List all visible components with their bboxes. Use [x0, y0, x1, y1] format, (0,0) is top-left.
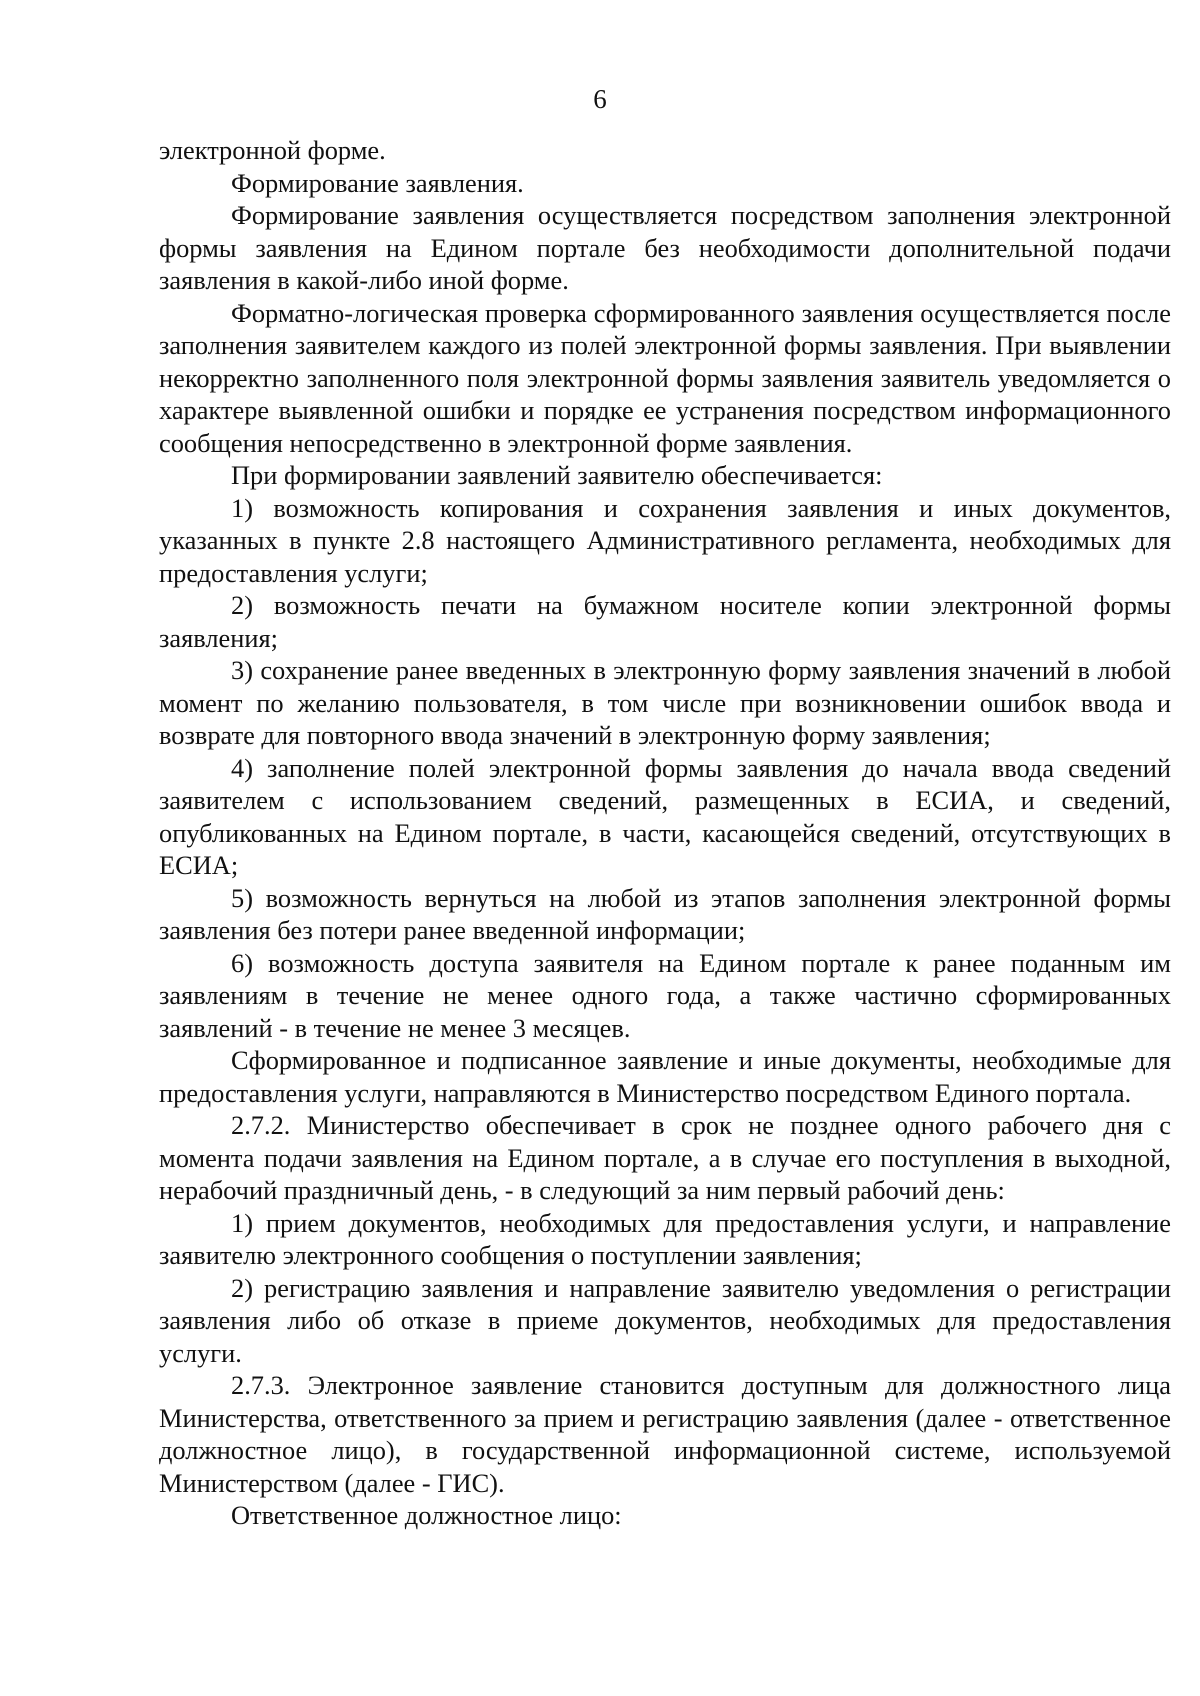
list-item: 2) регистрацию заявления и направление заявителю уведомления о регистрации заявления либо об отказе в приеме документов, необходимых для предоставления услуги.: [159, 1272, 1171, 1368]
paragraph: 2.7.3. Электронное заявление становится доступным для должностного лица Министерства, ответственного за прием и регистрацию заявления (далее - ответственное должностное лицо), в государственной информационной системе, используемой Министерством (далее - ГИС).: [159, 1370, 1171, 1498]
list-item: 6) возможность доступа заявителя на Едином портале к ранее поданным им заявлениям в течение не менее одного года, а также частично сформированных заявлений - в течение не менее 3 месяцев.: [159, 947, 1171, 1043]
paragraph: Формирование заявления.: [231, 167, 524, 198]
list-item: 1) возможность копирования и сохранения заявления и иных документов, указанных в пункте 2.8 настоящего Административного регламента, необходимых для предоставления услуги;: [159, 492, 1171, 588]
paragraph: 2.7.2. Министерство обеспечивает в срок не позднее одного рабочего дня с момента подачи заявления на Едином портале, а в случае его поступления в выходной, нерабочий праздничный день, - в следующий за ним первый рабочий день:: [159, 1110, 1171, 1205]
list-item: 4) заполнение полей электронной формы заявления до начала ввода сведений заявителем с использованием сведений, размещенных в ЕСИА, и сведений, опубликованных на Едином портале, в части, касающейся сведений, отсутствующих в ЕСИА;: [159, 752, 1171, 880]
paragraph: Формирование заявления осуществляется посредством заполнения электронной формы заявления на Едином портале без необходимости дополнительной подачи заявления в какой-либо иной форме.: [159, 200, 1171, 295]
list-item: 2) возможность печати на бумажном носителе копии электронной формы заявления;: [159, 590, 1171, 653]
paragraph: электронной форме.: [159, 135, 386, 165]
document-body: [159, 134, 1171, 1532]
page-number: 6: [593, 84, 607, 114]
paragraph: Сформированное и подписанное заявление и иные документы, необходимые для предоставления услуги, направляются в Министерство посредством Единого портала.: [159, 1045, 1171, 1108]
list-item: 3) сохранение ранее введенных в электронную форму заявления значений в любой момент по желанию пользователя, в том числе при возникновении ошибок ввода и возврате для повторного ввода значений в электронную форму заявления;: [159, 655, 1171, 750]
paragraph: Ответственное должностное лицо:: [231, 1500, 622, 1530]
list-item: 1) прием документов, необходимых для предоставления услуги, и направление заявителю электронного сообщения о поступлении заявления;: [159, 1207, 1171, 1270]
list-item: 5) возможность вернуться на любой из этапов заполнения электронной формы заявления без потери ранее введенной информации;: [159, 882, 1171, 945]
paragraph: При формировании заявлений заявителю обеспечивается:: [231, 460, 883, 490]
paragraph: Форматно-логическая проверка сформированного заявления осуществляется после заполнения заявителем каждого из полей электронной формы заявления. При выявлении некорректно заполненного поля электронной формы заявления заявитель уведомляется о характере выявленной ошибки и порядке ее устранения посредством информационного сообщения непосредственно в электронной форме заявления.: [159, 297, 1171, 458]
